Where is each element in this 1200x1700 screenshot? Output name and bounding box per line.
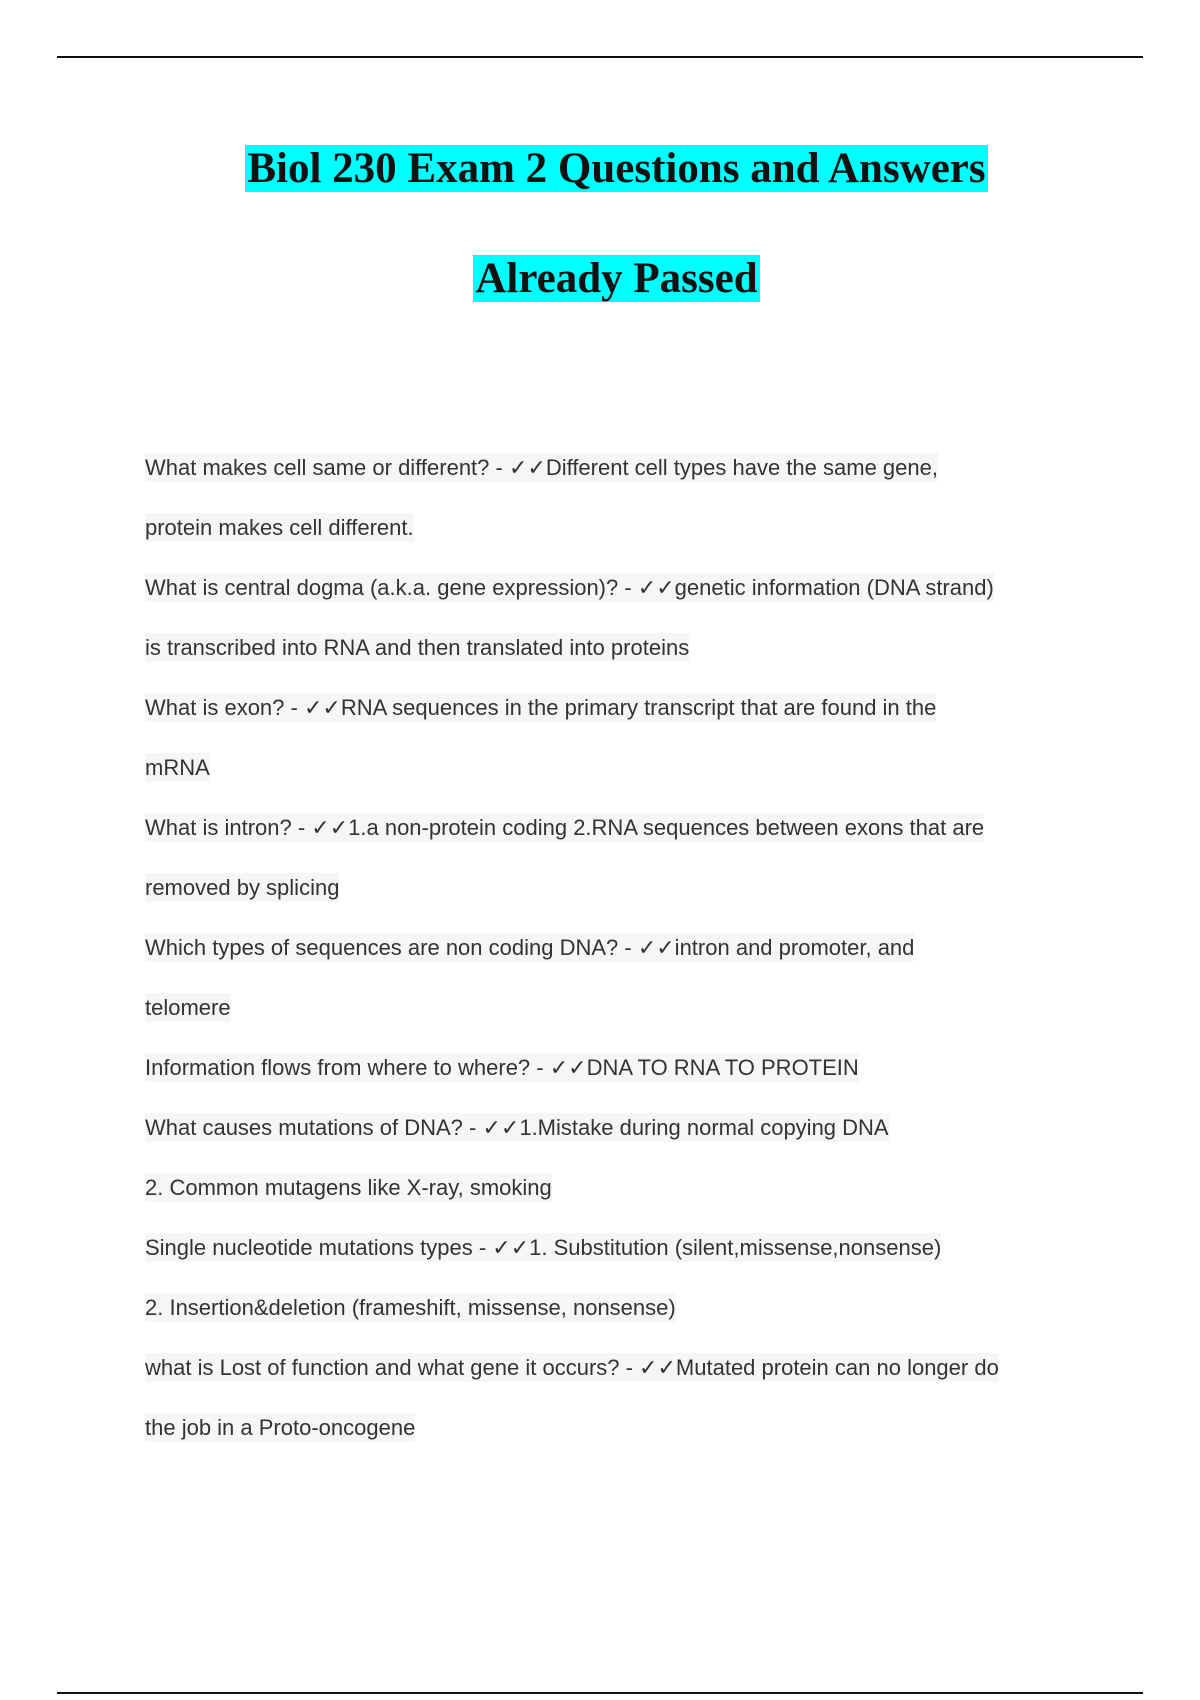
- qa-line: [145, 978, 1095, 1038]
- qa-text: Which types of sequences are non coding DNA? - ✓✓intron and promoter, and: [145, 935, 915, 960]
- qa-text: telomere: [145, 995, 231, 1020]
- qa-text: What is central dogma (a.k.a. gene expression)? - ✓✓genetic information (DNA strand): [145, 575, 994, 600]
- title-line-1: [0, 140, 1200, 198]
- qa-text: What causes mutations of DNA? - ✓✓1.Mistake during normal copying DNA: [145, 1115, 889, 1140]
- qa-text: What is exon? - ✓✓RNA sequences in the primary transcript that are found in the: [145, 695, 937, 720]
- qa-text: is transcribed into RNA and then translated into proteins: [145, 635, 690, 660]
- title-block: [0, 140, 1200, 308]
- qa-line: [145, 618, 1095, 678]
- qa-text: What is intron? - ✓✓1.a non-protein coding 2.RNA sequences between exons that are: [145, 815, 985, 840]
- qa-line: [145, 1398, 1095, 1458]
- qa-text: what is Lost of function and what gene it occurs? - ✓✓Mutated protein can no longer do: [145, 1355, 999, 1380]
- qa-line: [145, 1338, 1095, 1398]
- qa-line: [145, 678, 1095, 738]
- qa-line: [145, 1278, 1095, 1338]
- top-rule: [57, 56, 1143, 58]
- qa-line: [145, 1158, 1095, 1218]
- title-text-2: Already Passed: [475, 255, 758, 302]
- qa-text: removed by splicing: [145, 875, 340, 900]
- qa-text: What makes cell same or different? - ✓✓Different cell types have the same gene,: [145, 455, 938, 480]
- qa-line: [145, 498, 1095, 558]
- qa-line: [145, 438, 1095, 498]
- qa-list: [145, 438, 1095, 1458]
- qa-line: [145, 858, 1095, 918]
- qa-line: [145, 918, 1095, 978]
- qa-line: [145, 798, 1095, 858]
- qa-text: protein makes cell different.: [145, 515, 414, 540]
- qa-line: [145, 738, 1095, 798]
- qa-text: the job in a Proto-oncogene: [145, 1415, 416, 1440]
- qa-text: Single nucleotide mutations types - ✓✓1. Substitution (silent,missense,nonsense): [145, 1235, 942, 1260]
- bottom-rule: [57, 1692, 1143, 1694]
- qa-line: [145, 1038, 1095, 1098]
- qa-line: [145, 1098, 1095, 1158]
- qa-text: Information flows from where to where? - ✓✓DNA TO RNA TO PROTEIN: [145, 1055, 859, 1080]
- qa-text: mRNA: [145, 755, 210, 780]
- qa-line: [145, 558, 1095, 618]
- qa-line: [145, 1218, 1095, 1278]
- title-text-1: Biol 230 Exam 2 Questions and Answers: [247, 145, 986, 192]
- title-line-2: [0, 250, 1200, 308]
- qa-text: 2. Insertion&deletion (frameshift, missense, nonsense): [145, 1295, 676, 1320]
- qa-text: 2. Common mutagens like X-ray, smoking: [145, 1175, 552, 1200]
